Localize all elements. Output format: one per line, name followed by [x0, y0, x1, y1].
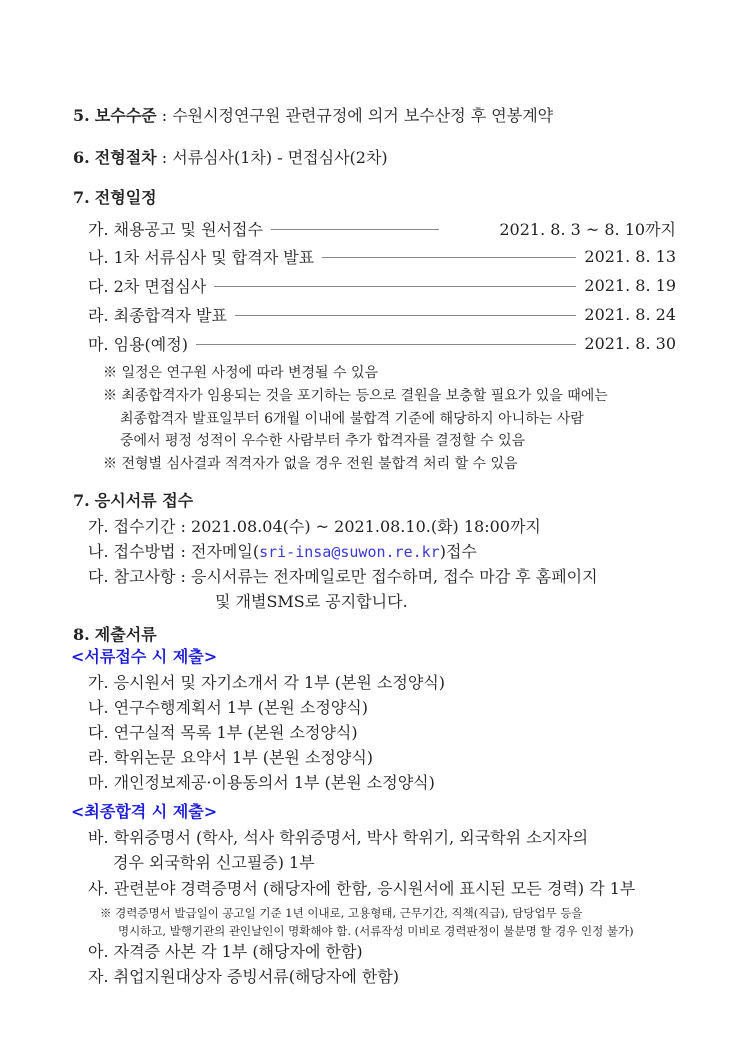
schedule-note-cont: 최종합격자 발표일부터 6개월 이내에 불합격 기준에 해당하지 아니하는 사람	[120, 411, 584, 427]
item-text: 2021.08.04(수) ~ 2021.08.10.(화) 18:00까지	[191, 517, 541, 536]
document-item: 바. 학위증명서 (학사, 석사 학위증명서, 박사 학위기, 외국학위 소지자의	[88, 828, 589, 847]
section-8-heading	[73, 625, 157, 645]
leader-line	[235, 315, 576, 316]
document-item: 나. 연구수행계획서 1부 (본원 소정양식)	[88, 698, 368, 717]
section-6	[73, 148, 388, 168]
schedule-row	[88, 218, 676, 238]
document-item: 아. 자격증 사본 각 1부 (해당자에 한함)	[88, 942, 363, 961]
item-sep: :	[175, 567, 192, 586]
application-notes-cont: 및 개별SMS로 공지합니다.	[215, 592, 408, 611]
section-5-title: 보수수준	[94, 106, 157, 125]
schedule-note-cont: 중에서 평정 성적이 우수한 사람부터 추가 합격자를 결정할 수 있음	[120, 433, 526, 449]
section-5	[73, 106, 553, 126]
schedule-label: 다. 2차 면접심사	[88, 276, 207, 296]
schedule-row	[88, 275, 676, 295]
section-5-number: 5.	[73, 106, 90, 125]
schedule-date: 2021. 8. 30	[584, 333, 676, 353]
document-item-cont: 경우 외국학위 신고필증) 1부	[113, 853, 315, 872]
schedule-note: ※ 전형별 심사결과 적격자가 없을 경우 전원 불합격 처리 할 수 있음	[103, 456, 518, 472]
item-label: 가. 접수기간	[88, 517, 176, 536]
item-text: 응시서류는 전자메일로만 접수하며, 접수 마감 후 홈페이지	[191, 567, 598, 586]
section-7-heading	[73, 188, 157, 208]
document-item: 사. 관련분야 경력증명서 (해당자에 한함, 응시원서에 표시된 모든 경력) 각 1부	[88, 879, 636, 898]
application-notes	[88, 567, 598, 587]
item-sep: :	[175, 542, 192, 561]
section-7-title: 전형일정	[94, 188, 157, 207]
schedule-label: 가. 채용공고 및 원서접수	[88, 219, 263, 239]
schedule-date: 2021. 8. 13	[584, 246, 676, 266]
leader-line	[271, 229, 439, 230]
schedule-row	[88, 246, 676, 266]
schedule-row	[88, 333, 676, 353]
schedule-label: 마. 임용(예정)	[88, 334, 188, 354]
group-heading-final-submission: <최종합격 시 제출>	[71, 802, 218, 821]
section-8-title: 제출서류	[94, 625, 157, 644]
schedule-label: 나. 1차 서류심사 및 합격자 발표	[88, 247, 315, 267]
schedule-row	[88, 304, 676, 324]
section-6-title: 전형절차	[94, 148, 157, 167]
document-item: 가. 응시원서 및 자기소개서 각 1부 (본원 소정양식)	[88, 673, 446, 692]
section-6-number: 6.	[73, 148, 90, 167]
schedule-note: ※ 일정은 연구원 사정에 따라 변경될 수 있음	[103, 365, 379, 381]
item-label: 다. 참고사항	[88, 567, 176, 586]
application-method	[88, 542, 477, 562]
schedule-label: 라. 최종합격자 발표	[88, 305, 227, 325]
schedule-date: 2021. 8. 3 ~ 8. 10까지	[499, 219, 676, 239]
schedule-note: ※ 최종합격자가 임용되는 것을 포기하는 등으로 결원을 보충할 필요가 있을 때에는	[103, 388, 608, 404]
section-5-sep: :	[156, 106, 173, 125]
leader-line	[196, 344, 576, 345]
section-6-text: 서류심사(1차) - 면접심사(2차)	[172, 148, 388, 167]
career-note: ※ 경력증명서 발급일이 공고일 기준 1년 이내로, 고용형태, 근무기간, 직책(직급), 담당업무 등을	[100, 906, 583, 920]
application-period	[88, 517, 541, 537]
schedule-date: 2021. 8. 24	[584, 304, 676, 324]
section-8-number: 8.	[73, 625, 90, 644]
document-item: 라. 학위논문 요약서 1부 (본원 소정양식)	[88, 748, 374, 767]
section-7-number: 7.	[73, 188, 90, 207]
item-text: 전자메일(	[191, 542, 260, 561]
item-text: )접수	[439, 542, 477, 561]
item-sep: :	[175, 517, 192, 536]
document-item: 다. 연구실적 목록 1부 (본원 소정양식)	[88, 723, 358, 742]
leader-line	[322, 257, 576, 258]
section-6-sep: :	[156, 148, 173, 167]
section-7b-number: 7.	[73, 491, 90, 510]
item-label: 나. 접수방법	[88, 542, 176, 561]
email-link[interactable]: sri-insa@suwon.re.kr	[259, 543, 440, 561]
document-item: 자. 취업지원대상자 증빙서류(해당자에 한함)	[88, 967, 400, 986]
group-heading-document-submission: <서류접수 시 제출>	[71, 647, 218, 666]
section-7b-title: 응시서류 접수	[94, 491, 194, 510]
career-note-cont: 명시하고, 발행기관의 관인날인이 명확해야 함. (서류작성 미비로 경력판정이 불분명 할 경우 인정 불가)	[118, 924, 634, 938]
leader-line	[214, 286, 576, 287]
section-5-text: 수원시정연구원 관련규정에 의거 보수산정 후 연봉계약	[172, 106, 554, 125]
section-7b-heading	[73, 491, 193, 511]
schedule-date: 2021. 8. 19	[584, 275, 676, 295]
document-item: 마. 개인정보제공·이용동의서 1부 (본원 소정양식)	[88, 773, 435, 792]
